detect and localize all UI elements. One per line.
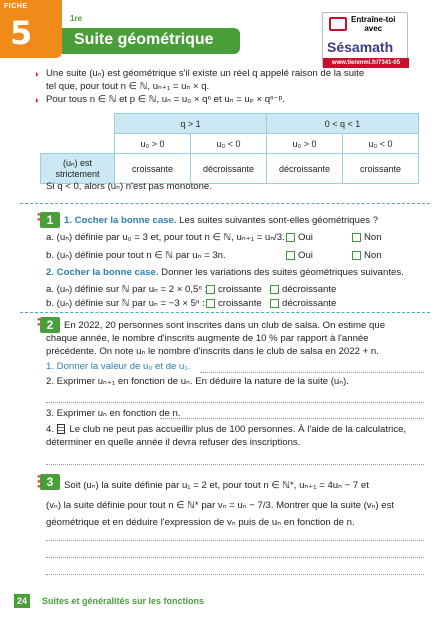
sesamath-logo: Sésamath (327, 39, 394, 55)
answer-line[interactable] (46, 574, 424, 575)
answer-line[interactable] (46, 464, 424, 465)
checkbox[interactable] (206, 285, 215, 294)
ex2-line-2: chaque année, le nombre d'inscrits augmente de 10 % par rapport à l'année (46, 333, 369, 344)
page-number: 24 (14, 594, 30, 608)
answer-line[interactable] (46, 557, 424, 558)
ex2-q4-line-2: déterminer en quelle année il devra refuser des inscriptions. (46, 437, 301, 448)
ex3-line-2: (vₙ) la suite définie pour tout n ∈ ℕ* par vₙ = uₙ − 7/3. Montrer que la suite (vₙ) est (46, 500, 395, 511)
grade-label: 1re (70, 14, 83, 23)
page-footer (0, 588, 435, 619)
page-title: Suite géométrique (74, 31, 214, 48)
ex1-a2-decroissante[interactable]: décroissante (270, 284, 336, 295)
ex2-q3: 3. Exprimer uₙ en fonction de n. (46, 408, 181, 419)
ex1-b-non[interactable]: Non (352, 250, 382, 261)
ex1-b-oui[interactable]: Oui (286, 250, 313, 261)
promo-box[interactable] (322, 12, 408, 68)
title-bar (62, 28, 240, 54)
exercise-3-badge: ● ● ● 3 (40, 474, 60, 490)
checkbox[interactable] (352, 251, 361, 260)
ex2-q1: 1. Donner la valeur de u₀ et de u₁. (46, 361, 191, 372)
fiche-number: 5 (10, 14, 33, 52)
separator (20, 203, 430, 204)
variation-table (40, 113, 419, 184)
checkbox[interactable] (286, 233, 295, 242)
sub-head: u₀ < 0 (191, 134, 267, 154)
footer-text: Suites et généralités sur les fonctions (42, 596, 205, 606)
ex1-a2: a. (uₙ) définie sur ℕ par uₙ = 2 × 0,5ⁿ : (46, 284, 208, 295)
ex1-a-non[interactable]: Non (352, 232, 382, 243)
calculator-icon (57, 424, 65, 434)
table-cell: décroissante (191, 154, 267, 184)
answer-line[interactable] (200, 372, 424, 373)
exercise-2-badge: ● ● 2 (40, 317, 60, 333)
answer-line[interactable] (160, 418, 424, 419)
checkbox[interactable] (286, 251, 295, 260)
head-q-gt-1: q > 1 (115, 114, 267, 134)
fiche-badge (0, 0, 62, 58)
ex1-q1: 1. Cocher la bonne case. Les suites suivantes sont-elles géométriques ? (64, 215, 379, 226)
sub-head: u₀ > 0 (267, 134, 343, 154)
sub-head: u₀ > 0 (115, 134, 191, 154)
row-label: (uₙ) est strictement (41, 154, 115, 184)
separator (20, 312, 430, 313)
table-cell: croissante (115, 154, 191, 184)
ex2-q4: 4. Le club ne peut pas accueillir plus de 100 personnes. À l'aide de la calculatrice, (46, 424, 407, 435)
note: Si q < 0, alors (uₙ) n'est pas monotone. (46, 181, 212, 192)
intro-line-3: Pour tous n ∈ ℕ et p ∈ ℕ, uₙ = u₀ × qⁿ et uₙ = uₚ × qⁿ⁻ᵖ. (46, 94, 285, 105)
ex1-b2-croissante[interactable]: croissante (206, 298, 262, 309)
answer-line[interactable] (46, 402, 424, 403)
table-cell: décroissante (267, 154, 343, 184)
checkbox[interactable] (270, 299, 279, 308)
checkbox[interactable] (270, 285, 279, 294)
ex3-line-3: géométrique et en déduire l'expression de vₙ puis de uₙ en fonction de n. (46, 517, 355, 528)
ex1-q2: 2. Cocher la bonne case. Donner les variations des suites géométriques suivantes. (46, 267, 404, 278)
intro-line-1: Une suite (uₙ) est géométrique s'il existe un réel q appelé raison de la suite (46, 68, 365, 79)
ex2-line-3: précédente. On note uₙ le nombre d'inscrits dans le club de salsa en 2022 + n. (46, 346, 379, 357)
ex1-b: b. (uₙ) définie pour tout n ∈ ℕ par uₙ = 3n. (46, 250, 226, 261)
head-q-between: 0 < q < 1 (267, 114, 419, 134)
ex1-b2-decroissante[interactable]: décroissante (270, 298, 336, 309)
checkbox[interactable] (206, 299, 215, 308)
ex2-line-1: En 2022, 20 personnes sont inscrites dans un club de salsa. On estime que (64, 320, 386, 331)
sub-head: u₀ < 0 (343, 134, 419, 154)
fiche-label: FICHE (4, 3, 28, 10)
checkbox[interactable] (352, 233, 361, 242)
answer-line[interactable] (46, 540, 424, 541)
table-cell: croissante (343, 154, 419, 184)
ex1-b2: b. (uₙ) définie sur ℕ par uₙ = −3 × 5ⁿ : (46, 298, 205, 309)
ex1-a: a. (uₙ) définie par u₀ = 3 et, pour tout n ∈ ℕ, uₙ₊₁ = uₙ/3. (46, 232, 285, 243)
bullet-icon: ◗ (34, 69, 40, 79)
exercise-1-badge: ● ● 1 (40, 212, 60, 228)
promo-text: Entraîne-toi avec (351, 15, 396, 33)
intro-line-2: tel que, pour tout n ∈ ℕ, uₙ₊₁ = uₙ × q. (46, 81, 210, 92)
ex1-a2-croissante[interactable]: croissante (206, 284, 262, 295)
bullet-icon: ◗ (34, 95, 40, 105)
ex3-line-1: Soit (uₙ) la suite définie par u₁ = 2 et, pour tout n ∈ ℕ*, uₙ₊₁ = 4uₙ − 7 et (64, 480, 369, 491)
promo-url[interactable]: www.tienmmi.fr/7341-05 (323, 58, 409, 68)
ex1-a-oui[interactable]: Oui (286, 232, 313, 243)
ex2-q2: 2. Exprimer uₙ₊₁ en fonction de uₙ. En déduire la nature de la suite (uₙ). (46, 376, 349, 387)
computer-icon (329, 17, 347, 31)
